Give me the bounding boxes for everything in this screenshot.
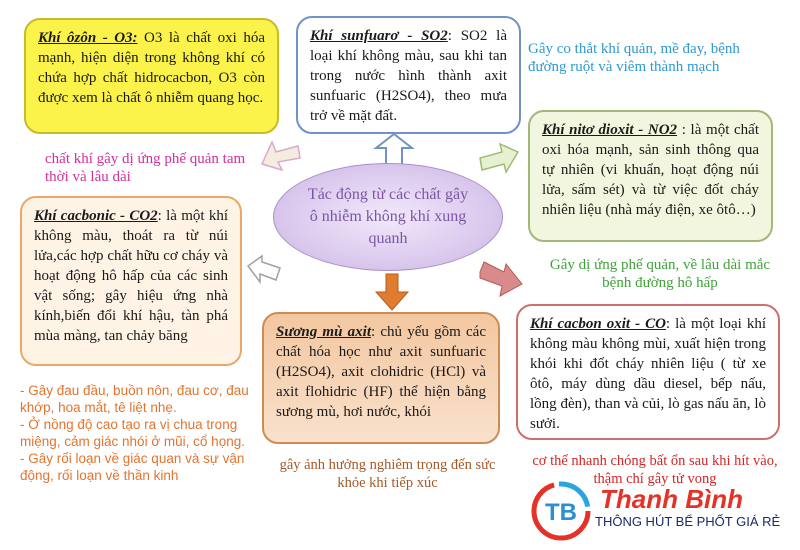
ozone-text: O3 là chất oxi hóa mạnh, hiện diện trong không khí có chứa hợp chất hidrocacbon, O3 còn được xem là chất ô nhiễm quang học. [38, 30, 265, 106]
carbon-monoxide-title: Khí cacbon oxit - CO [530, 316, 666, 332]
carbon-dioxide-effect-item: - Gây đau đầu, buồn nôn, đau cơ, đau khớp, hoa mắt, tê liệt nhẹ. [20, 383, 249, 415]
sulfur-dioxide-effect-note: Gây co thắt khí quản, mề đay, bệnh đường ruột và viêm thành mạch [528, 41, 740, 75]
acid-fog-box [262, 312, 500, 444]
nitrogen-dioxide-effect-note: Gây dị ứng phế quản, về lâu dài mắc bệnh đường hô hấp [549, 257, 771, 291]
carbon-dioxide-effect-item: - Ở nồng độ cao tạo ra vị chua trong miệng, cảm giác nhói ở mũi, cổ họng. [20, 417, 245, 449]
arrow-down-icon [374, 272, 410, 312]
carbon-monoxide-box [516, 304, 780, 440]
carbon-dioxide-text: : là một khí không màu, thoát ra từ núi lửa,các hợp chất hữu cơ cháy và hoạt động hô hấp của các sinh vật sống; gây hiệu ứng nhà kính,biến đổi khí hậu, tàn phá mùa màng, tan chảy băng [34, 208, 228, 344]
acid-fog-text: : chủ yếu gồm các chất hóa học như axit sunfuaric (H2SO4), axit clohidric (HCl) và axit flohidric (HF) thể hiện bằng sương mù, hơi nước, khói [276, 324, 486, 420]
carbon-dioxide-effect-item: - Gây rối loạn về giác quan và sự vận động, rối loạn về thần kinh [20, 451, 245, 483]
center-topic [273, 163, 503, 271]
carbon-dioxide-title: Khí cacbonic - CO2 [34, 208, 158, 224]
brand-logo [530, 478, 792, 544]
brand-name: Thanh Bình [600, 484, 743, 514]
acid-fog-effect-note: gây ảnh hưởng nghiêm trọng đến sức khỏe khi tiếp xúc [279, 457, 496, 491]
ozone-title: Khí ôzôn - O3: [38, 30, 138, 46]
carbon-monoxide-text: : là một loại khí không màu không mùi, xuất hiện trong khói khi đốt cháy nhiên liệu ( từ xe ôtô, máy dùng dầu diesel, bếp nấu, lồng đèn), than và củi, lò gas nấu ăn, lò sưởi. [530, 316, 766, 432]
nitrogen-dioxide-title: Khí nitơ dioxit - NO2 [542, 122, 678, 138]
logo-letters: TB [545, 499, 577, 526]
nitrogen-dioxide-text: : là một chất oxi hóa mạnh, sản sinh thông qua tự nhiên (vi khuẩn, hoạt động núi lửa, sấm sét) và từ việc đốt cháy nhiên liệu (nhà máy điện, xe ôtô…) [542, 122, 759, 218]
arrow-upper-left-icon [258, 138, 302, 174]
nitrogen-dioxide-box [528, 110, 773, 242]
brand-tagline: THÔNG HÚT BỂ PHỐT GIÁ RẺ [595, 514, 781, 529]
arrow-lower-right-icon [478, 262, 524, 300]
acid-fog-title: Sương mù axit [276, 324, 371, 340]
ozone-box [24, 18, 279, 134]
arrow-upper-right-icon [476, 142, 522, 178]
arrow-left-icon [246, 254, 282, 290]
logo-emblem-icon [530, 480, 592, 542]
carbon-dioxide-effect-note [20, 382, 265, 484]
sulfur-dioxide-text: : SO2 là loại khí không màu, sau khi tan trong nước hình thành axit sunfuaric (H2SO4), theo mưa trở về mặt đất. [310, 28, 507, 124]
ozone-effect-note: chất khí gây dị ứng phế quản tam thời và lâu dài [45, 151, 246, 185]
carbon-dioxide-box [20, 196, 242, 366]
center-title: Tác động từ các chất gây ô nhiễm không khí xung quanh [307, 186, 469, 247]
sulfur-dioxide-box [296, 16, 521, 134]
sulfur-dioxide-title: Khí sunfuarơ - SO2 [310, 28, 448, 44]
carbon-monoxide-effect-note: cơ thể nhanh chóng bất ổn sau khi hít vào, thậm chí gây tử vong [532, 453, 778, 486]
